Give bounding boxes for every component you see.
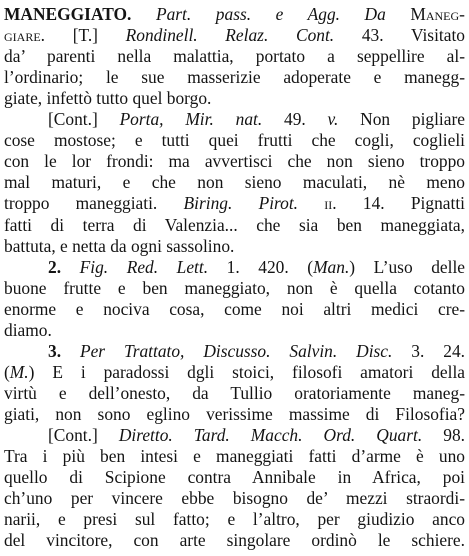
text-line (4, 382, 465, 404)
text-segment: cose mostose; e tutti quei frutti che cogli, coglieli (4, 130, 465, 151)
text-segment: quello di Scipione contra Annibale in Africa, poi (4, 467, 465, 488)
text-segment: diamo. (4, 319, 52, 340)
text-segment: Per Trattato, Discusso. Salvin. Disc. (79, 340, 393, 361)
text-line (4, 529, 465, 551)
text-segment: ch’uno per vincere ebbe bisogno de’ mezzi straordi- (4, 488, 465, 509)
text-segment: Porta, Mir. nat. (119, 109, 263, 130)
text-segment: 14. Pignatti (336, 193, 465, 214)
text-segment: Fig. Red. Lett. (79, 256, 209, 277)
text-segment: MANEGGIATO. (4, 4, 132, 24)
text-segment: Diretto. Tard. Macch. Ord. Quart. (118, 425, 423, 445)
text-segment: Tra i più ben intesi e maneggiati fatti d’arme è uno (4, 446, 465, 467)
text-segment: Maneg- (410, 4, 465, 24)
text-line (4, 150, 465, 172)
text-line (4, 319, 52, 341)
text-segment: 1. 420. ( (208, 256, 314, 277)
text-segment: Man. (313, 256, 350, 277)
text-segment: 98. (422, 425, 465, 445)
dictionary-entry-page (4, 3, 465, 553)
text-segment: narii, e presi sul fatto; e l’altro, per giudizio anco (4, 509, 465, 530)
text-segment: [Cont.] (48, 425, 119, 445)
text-segment: giate, infettò tutto quel borgo. (4, 88, 212, 109)
text-line (4, 508, 465, 530)
text-segment (131, 4, 156, 24)
text-segment: 2. (48, 256, 80, 277)
text-segment: Part. pass. e Agg. Da (155, 4, 411, 24)
text-segment: 3. (48, 340, 80, 361)
text-segment: buone frutte e ben maneggiato, non è quella cotanto (4, 277, 465, 298)
text-segment: ) L’uso delle (349, 256, 466, 277)
text-segment: del vincitore, con arte singolare ordinò le schiere. (4, 530, 465, 551)
text-line (4, 214, 465, 236)
text-segment: v. (327, 109, 339, 130)
text-line (4, 87, 211, 109)
text-line (4, 403, 465, 425)
text-line (4, 487, 465, 509)
text-line (48, 108, 465, 130)
text-line (48, 256, 465, 278)
text-segment: fatti di terra di Valenzia... che sia ben maneggiata, (4, 214, 465, 235)
text-segment (298, 193, 324, 213)
text-line (4, 235, 234, 257)
text-segment: M. (9, 361, 29, 382)
text-segment: [Cont.] (48, 109, 120, 130)
text-segment: enorme e nociva cosa, come noi altri medici cre- (4, 298, 465, 319)
text-segment: 49. (262, 109, 328, 130)
text-segment: Biring. Pirot. (183, 193, 299, 214)
text-segment: giati, non sono eglino verissime massime di Filosofia? (4, 403, 465, 424)
text-line (4, 445, 465, 467)
text-segment: ) E i paradossi dgli stoici, filosofi amatori della (28, 361, 465, 382)
text-line (4, 466, 465, 488)
text-segment: da’ parenti nella malattia, portato a seppellire al- (4, 46, 465, 67)
text-segment: virtù e dell’onesto, da Tullio oratoriamente maneg- (4, 382, 465, 403)
text-segment: mal maturi, e che non sieno maculati, nè meno (4, 172, 465, 193)
text-line (4, 192, 465, 214)
text-line (4, 277, 465, 299)
text-line (4, 129, 465, 151)
text-segment: l’ordinario; le sue masserizie adoperate e manegg- (4, 67, 465, 88)
text-segment: troppo maneggiati. (4, 193, 184, 214)
text-segment: giare. [T.] (4, 25, 126, 46)
text-line (4, 298, 465, 320)
text-segment: Rondinell. Relaz. Cont. (125, 25, 335, 46)
text-segment: Non pigliare (338, 109, 465, 130)
text-segment: 3. 24. (392, 340, 465, 361)
text-line (48, 424, 465, 446)
text-line (4, 66, 465, 88)
text-line (4, 171, 465, 193)
text-line (4, 361, 465, 383)
text-line (4, 3, 465, 25)
text-line (4, 45, 465, 67)
text-segment: con le lor frondi: ma avvertisci che non sieno troppo (4, 151, 465, 172)
text-line (4, 24, 465, 46)
text-segment: 43. Visitato (334, 25, 465, 46)
text-segment: ii. (324, 193, 337, 214)
text-segment: ( (4, 361, 10, 382)
text-segment: battuta, e netta da ogni sassolino. (4, 235, 235, 256)
text-line (48, 340, 465, 362)
